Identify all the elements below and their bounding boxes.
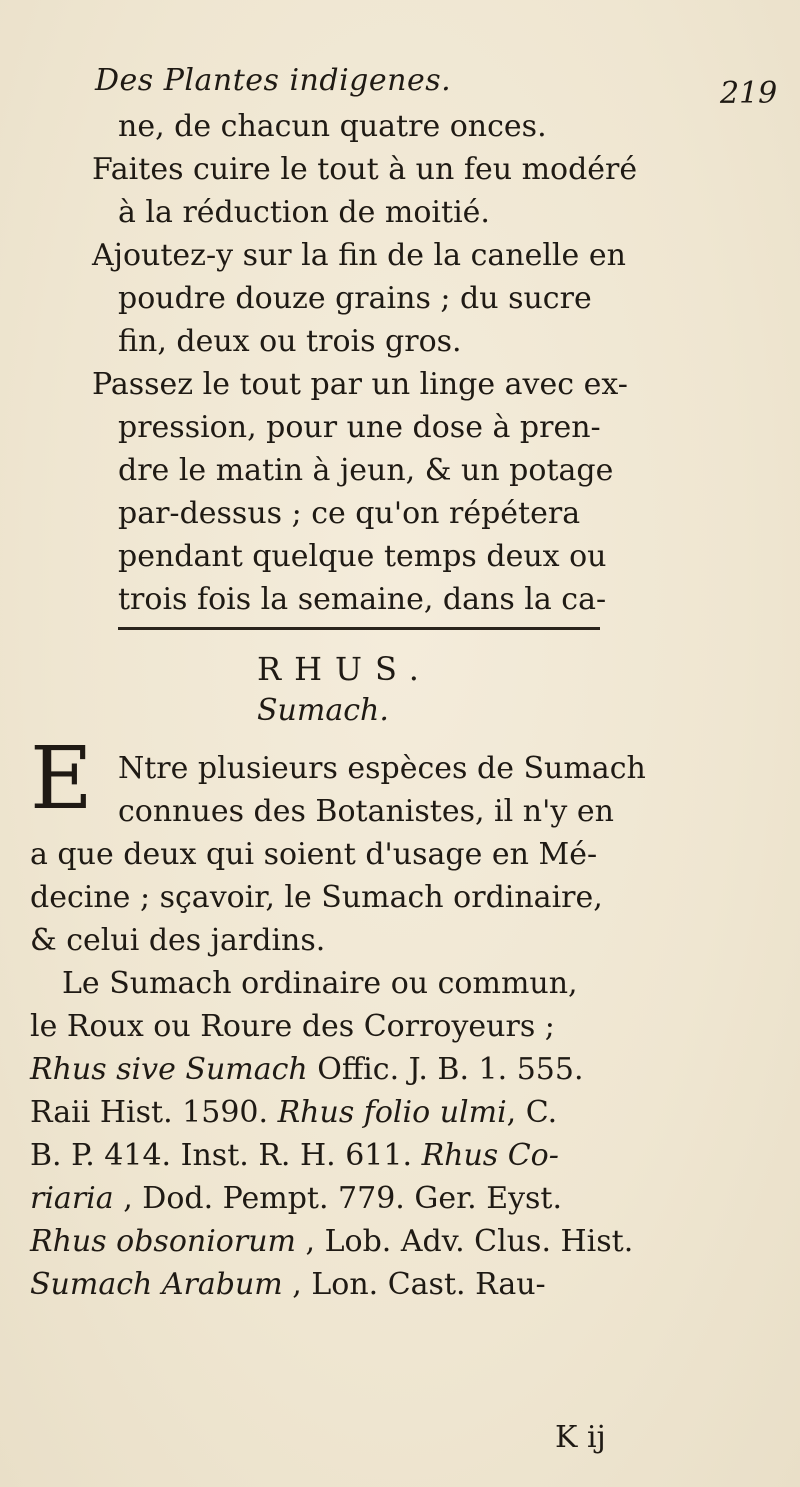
- section-title: RHUS.: [257, 650, 432, 688]
- roman-span: , Lon. Cast. Rau-: [292, 1267, 546, 1302]
- text-line: fin, deux ou trois gros.: [118, 324, 462, 359]
- signature-mark: K ij: [555, 1420, 606, 1455]
- text-line: par-dessus ; ce qu'on répétera: [118, 496, 581, 531]
- text-line: [30, 1051, 584, 1089]
- italic-span: riaria: [30, 1181, 124, 1216]
- text-line: pendant quelque temps deux ou: [118, 539, 607, 574]
- italic-span: Rhus Co-: [421, 1138, 559, 1173]
- text-line: Faites cuire le tout à un feu modéré: [92, 152, 638, 187]
- running-head: [95, 62, 451, 100]
- section-divider: [118, 627, 600, 630]
- text-line: Ntre plusieurs espèces de Sumach: [118, 751, 646, 786]
- text-line: Le Sumach ordinaire ou commun,: [62, 966, 578, 1001]
- text-line: le Roux ou Roure des Corroyeurs ;: [30, 1009, 555, 1044]
- italic-span: Rhus sive Sumach: [30, 1052, 318, 1087]
- text-line: decine ; sçavoir, le Sumach ordinaire,: [30, 880, 603, 915]
- text-line: [30, 1137, 559, 1175]
- text-line: a que deux qui soient d'usage en Mé-: [30, 837, 598, 872]
- text-line: poudre douze grains ; du sucre: [118, 281, 592, 316]
- roman-span: Offic. J. B. 1. 555.: [317, 1052, 584, 1087]
- text-line: trois fois la semaine, dans la ca-: [118, 582, 607, 617]
- italic-span: Rhus folio ulmi: [277, 1095, 507, 1130]
- page-number: 219: [720, 76, 778, 111]
- roman-span: , C.: [506, 1095, 558, 1130]
- text-line: [30, 1266, 546, 1304]
- roman-span: Raii Hist. 1590.: [30, 1095, 278, 1130]
- text-line: & celui des jardins.: [30, 923, 326, 958]
- text-line: [30, 1180, 562, 1218]
- section-subtitle: Sumach.: [257, 693, 389, 728]
- text-line: Passez le tout par un linge avec ex-: [92, 367, 628, 402]
- text-line: [30, 1094, 557, 1132]
- italic-span: Rhus obsoniorum: [30, 1224, 306, 1259]
- text-line: pression, pour une dose à pren-: [118, 410, 601, 445]
- italic-span: Sumach Arabum: [30, 1267, 293, 1302]
- text-line: connues des Botanistes, il n'y en: [118, 794, 614, 829]
- roman-span: , Dod. Pempt. 779. Ger. Eyst.: [123, 1181, 563, 1216]
- drop-cap: E: [30, 729, 93, 829]
- roman-span: B. P. 414. Inst. R. H. 611.: [30, 1138, 422, 1173]
- text-line: ne, de chacun quatre onces.: [118, 109, 547, 144]
- roman-span: , Lob. Adv. Clus. Hist.: [305, 1224, 634, 1259]
- text-line: Ajoutez-y sur la fin de la canelle en: [92, 238, 626, 273]
- text-line: [30, 1223, 633, 1261]
- text-line: dre le matin à jeun, & un potage: [118, 453, 614, 488]
- running-head-text: Des Plantes indigenes.: [95, 63, 452, 98]
- text-line: à la réduction de moitié.: [118, 195, 490, 230]
